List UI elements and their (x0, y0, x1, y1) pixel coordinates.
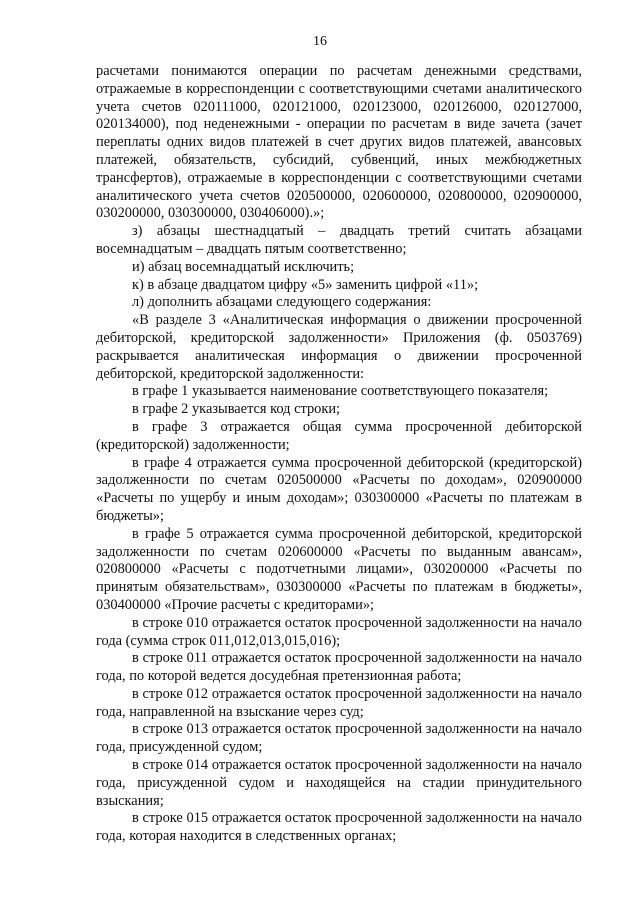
paragraph: в строке 015 отражается остаток просроченной задолженности на начало года, которая находится в следственных органах; (96, 810, 582, 845)
paragraph: в строке 012 отражается остаток просроченной задолженности на начало года, направленной на взыскание через суд; (96, 685, 582, 720)
document-body (96, 63, 582, 846)
paragraph: в графе 3 отражается общая сумма просроченной дебиторской (кредиторской) задолженности; (96, 418, 582, 453)
paragraph: расчетами понимаются операции по расчетам денежными средствами, отражаемые в корреспонденции с соответствующими счетами аналитического учета счетов 020111000, 020121000, 020123000, 020126000, 020127000, 020134000), под неденежными - операции по расчетам в виде зачета (зачет переплаты одних видов платежей в счет других видов платежей, авансовых платежей, обязательств, субсидий, субвенций, иных межбюджетных трансфертов), отражаемые в корреспонденции с соответствующими счетами аналитического учета счетов 020500000, 020600000, 020800000, 020900000, 030200000, 030300000, 030406000).»; (96, 63, 582, 222)
paragraph: в строке 011 отражается остаток просроченной задолженности на начало года, по которой ведется досудебная претензионная работа; (96, 650, 582, 685)
paragraph: в графе 1 указывается наименование соответствующего показателя; (132, 383, 549, 400)
paragraph: в строке 013 отражается остаток просроченной задолженности на начало года, присужденной судом; (96, 721, 582, 756)
paragraph: в графе 2 указывается код строки; (132, 401, 341, 418)
paragraph: к) в абзаце двадцатом цифру «5» заменить цифрой «11»; (132, 276, 479, 293)
page-number: 16 (313, 34, 327, 49)
paragraph: и) абзац восемнадцатый исключить; (132, 258, 355, 275)
paragraph: з) абзацы шестнадцатый – двадцать третий считать абзацами восемнадцатым – двадцать пятым соответственно; (96, 223, 582, 257)
paragraph: в строке 010 отражается остаток просроченной задолженности на начало года (сумма строк 011,012,013,015,016); (96, 614, 582, 649)
paragraph: «В разделе 3 «Аналитическая информация о движении просроченной дебиторской, кредиторской задолженности» Приложения (ф. 0503769) раскрывается аналитическая информация о движении просроченной дебиторской, кредиторской задолженности: (96, 312, 582, 382)
paragraph: в графе 4 отражается сумма просроченной дебиторской (кредиторской) задолженности по счетам 020500000 «Расчеты по доходам», 020900000 «Расчеты по ущербу и иным доходам»; 030300000 «Расчеты по платежам в бюджеты»; (96, 454, 582, 524)
paragraph: л) дополнить абзацами следующего содержания: (132, 294, 432, 311)
paragraph: в графе 5 отражается сумма просроченной дебиторской, кредиторской задолженности по счетам 020600000 «Расчеты по выданным авансам», 020800000 «Расчеты с подотчетными лицами», 030200000 «Расчеты по принятым обязательствам», 030300000 «Расчеты по платежам в бюджеты», 030400000 «Прочие расчеты с кредиторами»; (96, 525, 582, 613)
paragraph: в строке 014 отражается остаток просроченной задолженности на начало года, присужденной судом и находящейся на стадии принудительного взыскания; (96, 757, 582, 809)
